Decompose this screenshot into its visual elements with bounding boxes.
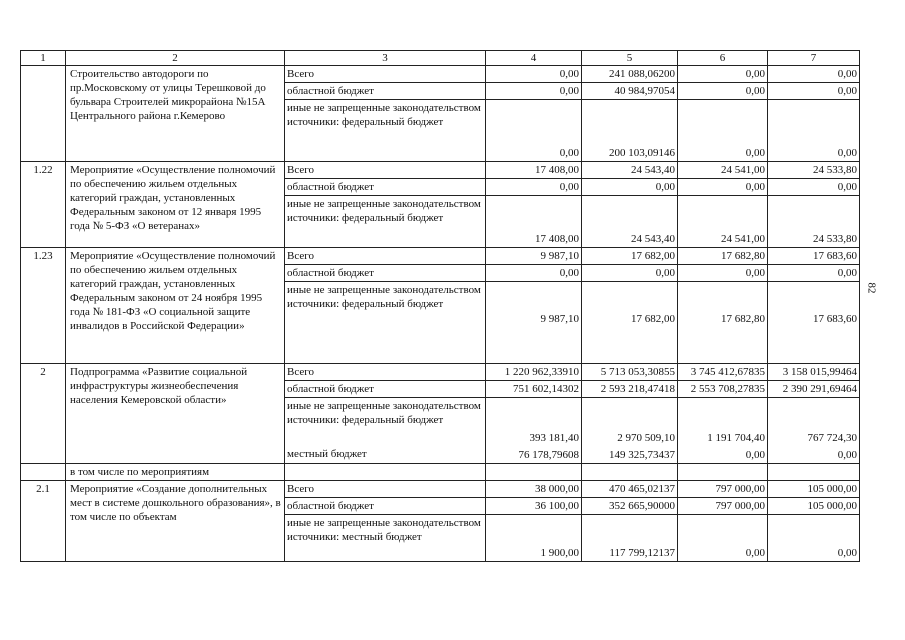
value-cell: 17 683,60 — [768, 248, 860, 265]
value-cell: 2 553 708,27835 — [678, 381, 768, 398]
value-cell: 0,00 — [486, 66, 582, 83]
value-cell: 0,00 — [678, 66, 768, 83]
value-cell: 751 602,14302 — [486, 381, 582, 398]
value-cell: 2 970 509,10 — [582, 398, 678, 446]
value-cell: 0,00 — [768, 515, 860, 562]
value-cell: 2 593 218,47418 — [582, 381, 678, 398]
source-label: иные не запрещенные законодательством источники: федеральный бюджет — [285, 100, 486, 162]
value-cell: 105 000,00 — [768, 481, 860, 498]
row-index: 1.23 — [21, 248, 66, 364]
source-label: Всего — [285, 481, 486, 498]
column-header: 2 — [66, 51, 285, 66]
column-header: 4 — [486, 51, 582, 66]
value-cell: 0,00 — [678, 83, 768, 100]
row-index: 1.22 — [21, 162, 66, 248]
source-label: областной бюджет — [285, 498, 486, 515]
empty-cell — [486, 464, 582, 481]
source-label: областной бюджет — [285, 83, 486, 100]
row-index: 2 — [21, 364, 66, 464]
column-header: 3 — [285, 51, 486, 66]
value-cell: 0,00 — [768, 100, 860, 162]
value-cell: 24 543,40 — [582, 196, 678, 248]
column-header: 7 — [768, 51, 860, 66]
table-row — [21, 364, 860, 381]
value-cell: 0,00 — [486, 179, 582, 196]
value-cell: 241 088,06200 — [582, 66, 678, 83]
value-cell: 117 799,12137 — [582, 515, 678, 562]
source-label: областной бюджет — [285, 179, 486, 196]
subtotal-label: в том числе по мероприятиям — [66, 464, 285, 481]
value-cell: 0,00 — [582, 179, 678, 196]
value-cell: 17 683,60 — [768, 282, 860, 364]
page-number: 82 — [865, 282, 878, 294]
table-row — [21, 162, 860, 179]
value-cell: 17 682,00 — [582, 282, 678, 364]
source-label: областной бюджет — [285, 265, 486, 282]
value-cell: 36 100,00 — [486, 498, 582, 515]
value-cell: 24 541,00 — [678, 162, 768, 179]
row-index — [21, 66, 66, 162]
value-cell: 17 682,80 — [678, 248, 768, 265]
empty-cell — [768, 464, 860, 481]
table-row — [21, 481, 860, 498]
value-cell: 105 000,00 — [768, 498, 860, 515]
item-name: Строительство автодороги по пр.Московскому от улицы Терешковой до бульвара Строителей микрорайона №15А Центрального района г.Кемерово — [66, 66, 285, 162]
source-label: местный бюджет — [285, 446, 486, 464]
source-label: иные не запрещенные законодательством источники: федеральный бюджет — [285, 282, 486, 364]
value-cell: 5 713 053,30855 — [582, 364, 678, 381]
value-cell: 3 745 412,67835 — [678, 364, 768, 381]
source-label: иные не запрещенные законодательством источники: федеральный бюджет — [285, 398, 486, 446]
table-row — [21, 248, 860, 265]
source-label: иные не запрещенные законодательством источники: местный бюджет — [285, 515, 486, 562]
source-label: областной бюджет — [285, 381, 486, 398]
value-cell: 0,00 — [678, 100, 768, 162]
value-cell: 3 158 015,99464 — [768, 364, 860, 381]
value-cell: 0,00 — [768, 265, 860, 282]
value-cell: 0,00 — [678, 515, 768, 562]
value-cell: 0,00 — [768, 66, 860, 83]
value-cell: 0,00 — [768, 83, 860, 100]
value-cell: 38 000,00 — [486, 481, 582, 498]
value-cell: 0,00 — [678, 179, 768, 196]
value-cell: 0,00 — [768, 446, 860, 464]
empty-cell — [285, 464, 486, 481]
value-cell: 797 000,00 — [678, 481, 768, 498]
source-label: Всего — [285, 66, 486, 83]
budget-table — [20, 50, 860, 562]
item-name: Мероприятие «Осуществление полномочий по обеспечению жильем отдельных категорий граждан, установленных Федеральным законом от 12 января 1995 года № 5-ФЗ «О ветеранах» — [66, 162, 285, 248]
value-cell: 17 408,00 — [486, 162, 582, 179]
value-cell: 352 665,90000 — [582, 498, 678, 515]
value-cell: 0,00 — [486, 100, 582, 162]
value-cell: 24 543,40 — [582, 162, 678, 179]
value-cell: 24 533,80 — [768, 162, 860, 179]
source-label: Всего — [285, 162, 486, 179]
value-cell: 17 682,00 — [582, 248, 678, 265]
value-cell: 767 724,30 — [768, 398, 860, 446]
value-cell: 1 900,00 — [486, 515, 582, 562]
source-label: Всего — [285, 248, 486, 265]
source-label: иные не запрещенные законодательством источники: федеральный бюджет — [285, 196, 486, 248]
item-name: Мероприятие «Создание дополнительных мест в системе дошкольного образования», в том числе по объектам — [66, 481, 285, 562]
value-cell: 1 191 704,40 — [678, 398, 768, 446]
value-cell: 0,00 — [768, 179, 860, 196]
item-name: Подпрограмма «Развитие социальной инфраструктуры жизнеобеспечения населения Кемеровской области» — [66, 364, 285, 464]
item-name: Мероприятие «Осуществление полномочий по обеспечению жильем отдельных категорий граждан, установленных Федеральным законом от 24 ноября 1995 года № 181-ФЗ «О социальной защите инвалидов в Российской Федерации» — [66, 248, 285, 364]
value-cell: 149 325,73437 — [582, 446, 678, 464]
value-cell: 17 408,00 — [486, 196, 582, 248]
value-cell: 9 987,10 — [486, 248, 582, 265]
value-cell: 24 533,80 — [768, 196, 860, 248]
empty-cell — [582, 464, 678, 481]
value-cell: 797 000,00 — [678, 498, 768, 515]
source-label: Всего — [285, 364, 486, 381]
value-cell: 17 682,80 — [678, 282, 768, 364]
value-cell: 393 181,40 — [486, 398, 582, 446]
empty-cell — [678, 464, 768, 481]
row-index: 2.1 — [21, 481, 66, 562]
value-cell: 40 984,97054 — [582, 83, 678, 100]
value-cell: 0,00 — [486, 265, 582, 282]
value-cell: 0,00 — [678, 265, 768, 282]
value-cell: 470 465,02137 — [582, 481, 678, 498]
value-cell: 76 178,79608 — [486, 446, 582, 464]
value-cell: 2 390 291,69464 — [768, 381, 860, 398]
row-index — [21, 464, 66, 481]
column-header: 6 — [678, 51, 768, 66]
value-cell: 0,00 — [678, 446, 768, 464]
header-row — [21, 51, 860, 66]
value-cell: 1 220 962,33910 — [486, 364, 582, 381]
table-row — [21, 464, 860, 481]
column-header: 5 — [582, 51, 678, 66]
column-header: 1 — [21, 51, 66, 66]
value-cell: 0,00 — [486, 83, 582, 100]
table-row — [21, 66, 860, 83]
value-cell: 0,00 — [582, 265, 678, 282]
value-cell: 9 987,10 — [486, 282, 582, 364]
value-cell: 200 103,09146 — [582, 100, 678, 162]
value-cell: 24 541,00 — [678, 196, 768, 248]
